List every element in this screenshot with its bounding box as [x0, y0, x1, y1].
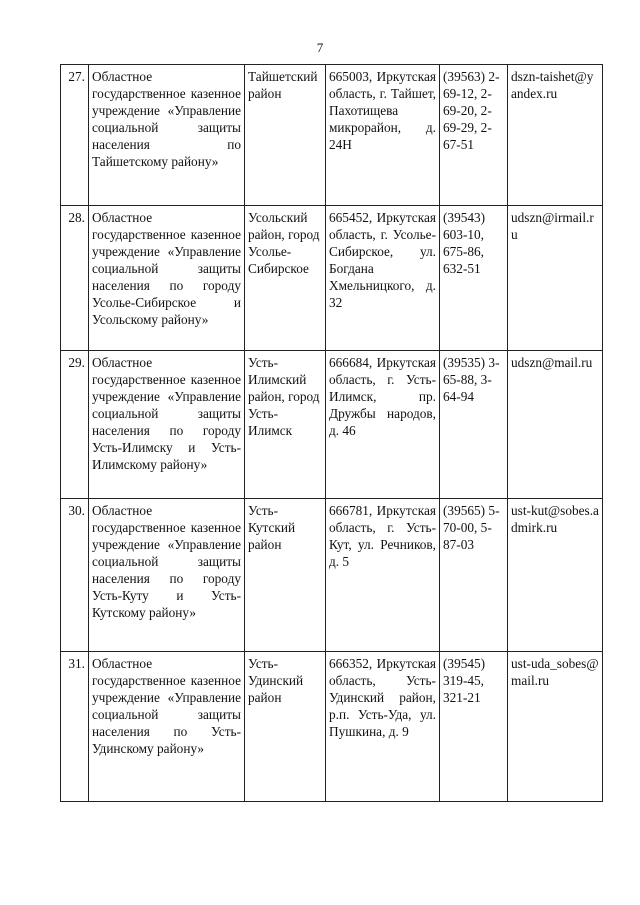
table-row	[61, 65, 603, 206]
district: Усть-Кутский район	[245, 499, 326, 652]
district: Тайшетский район	[245, 65, 326, 206]
page-number: 7	[316, 40, 324, 55]
phone: (39545) 319-45, 321-21	[440, 652, 508, 802]
email: udszn@irmail.ru	[508, 206, 603, 351]
phone: (39543) 603-10, 675-86, 632-51	[440, 206, 508, 351]
institution-name: Областное государственное казенное учреждение «Управление социальной защиты населения по городу Усть-Куту и Усть-Кутскому району»	[89, 499, 245, 652]
row-number: 28.	[61, 206, 89, 351]
district: Усть-Удинский район	[245, 652, 326, 802]
district: Усольский район, город Усолье-Сибирское	[245, 206, 326, 351]
address: 666781, Иркутская область, г. Усть-Кут, ул. Речников, д. 5	[326, 499, 440, 652]
phone: (39565) 5-70-00, 5-87-03	[440, 499, 508, 652]
row-number: 29.	[61, 351, 89, 499]
address: 666684, Иркутская область, г. Усть-Илимск, пр. Дружбы народов, д. 46	[326, 351, 440, 499]
row-number: 31.	[61, 652, 89, 802]
table-row	[61, 206, 603, 351]
institution-name: Областное государственное казенное учреждение «Управление социальной защиты населения по городу Усолье-Сибирское и Усольскому району»	[89, 206, 245, 351]
row-number: 27.	[61, 65, 89, 206]
institution-name: Областное государственное казенное учреждение «Управление социальной защиты населения по Тайшетскому району»	[89, 65, 245, 206]
phone: (39563) 2-69-12, 2-69-20, 2-69-29, 2-67-51	[440, 65, 508, 206]
table-row	[61, 652, 603, 802]
email: ust-uda_sobes@mail.ru	[508, 652, 603, 802]
address: 665452, Иркутская область, г. Усолье-Сибирское, ул. Богдана Хмельницкого, д. 32	[326, 206, 440, 351]
address: 666352, Иркутская область, Усть-Удинский район, р.п. Усть-Уда, ул. Пушкина, д. 9	[326, 652, 440, 802]
email: dszn-taishet@yandex.ru	[508, 65, 603, 206]
email: ust-kut@sobes.admirk.ru	[508, 499, 603, 652]
table-row	[61, 351, 603, 499]
address: 665003, Иркутская область, г. Тайшет, Пахотищева микрорайон, д. 24Н	[326, 65, 440, 206]
row-number: 30.	[61, 499, 89, 652]
institution-name: Областное государственное казенное учреждение «Управление социальной защиты населения по городу Усть-Илимску и Усть-Илимскому району»	[89, 351, 245, 499]
email: udszn@mail.ru	[508, 351, 603, 499]
district: Усть-Илимский район, город Усть-Илимск	[245, 351, 326, 499]
table-row	[61, 499, 603, 652]
phone: (39535) 3-65-88, 3-64-94	[440, 351, 508, 499]
institution-name: Областное государственное казенное учреждение «Управление социальной защиты населения по Усть-Удинскому району»	[89, 652, 245, 802]
institutions-table	[60, 64, 603, 802]
